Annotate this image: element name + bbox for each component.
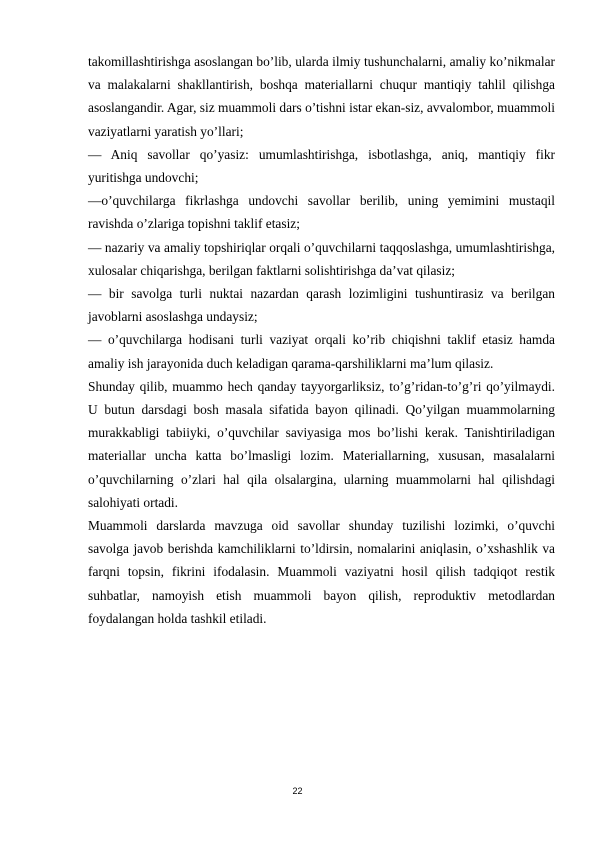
page-number: 22 <box>292 786 303 796</box>
list-item-tasks: — nazariy va amaliy topshiriqlar orqali o’quvchilarni taqqoslashga, umumlashtirishga, xulosalar chiqarishga, berilgan faktlarni solishtirishga da’vat qilasiz; <box>88 239 555 278</box>
paragraph-questions-structure: Muammoli darslarda mavzuga oid savollar shunday tuzilishi lozimki, o’quvchi savolga javob berishda kamchiliklarni to’ldirsin, nomalarini aniqlasin, o’xshashlik va farqni topsin, fikrini ifodalasin. Muammoli vaziyatni hosil qilish tadqiqot restik suhbatlar, namoyish etish muammoli bayon qilish, reproduktiv metodlardan foydalangan holda tashkil etiladi. <box>88 518 555 626</box>
document-body <box>88 50 555 630</box>
paragraph-conclusion: Shunday qilib, muammo hech qanday tayyorgarliksiz, to’g’ridan-to’g’ri qo’yilmaydi. U butun darsdagi bosh masala sifatida bayon qilinadi. Qo’yilgan muammolarning murakkabligi tabiiyki, o’quvchilar saviyasiga mos bo’lishi kerak. Tanishtiriladigan materiallar uncha katta bo’lmasligi lozim. Materiallarning, xususan, masalalarni o’quvchilarning o’zlari hal qila olsalargina, ularning muammolarni hal qilishdagi salohiyati ortadi. <box>88 378 555 510</box>
list-item-viewpoints: — bir savolga turli nuktai nazardan qarash lozimligini tushuntirasiz va berilgan javoblarni asoslashga undaysiz; <box>88 286 555 325</box>
list-item-situations: — o’quvchilarga hodisani turli vaziyat orqali ko’rib chiqishni taklif etasiz hamda amaliy ish jarayonida duch keladigan qarama-qarshiliklarni ma’lum qilasiz. <box>88 332 555 371</box>
paragraph-intro: takomillashtirishga asoslangan bo’lib, ularda ilmiy tushunchalarni, amaliy ko’nikmalar va malakalarni shakllantirish, boshqa materiallarni chuqur mantiqiy tahlil qilishga asoslangandir. Agar, siz muammoli dars o’tishni istar ekan-siz, avvalombor, muammoli vaziyatlarni yaratish yo’llari; <box>88 54 555 139</box>
list-item-thinking-questions: —o’quvchilarga fikrlashga undovchi savollar berilib, uning yemimini mustaqil ravishda o’zlariga topishni taklif etasiz; <box>88 193 555 232</box>
list-item-precise-questions: — Aniq savollar qo’yasiz: umumlashtirishga, isbotlashga, aniq, mantiqiy fikr yuritishga undovchi; <box>88 146 555 186</box>
